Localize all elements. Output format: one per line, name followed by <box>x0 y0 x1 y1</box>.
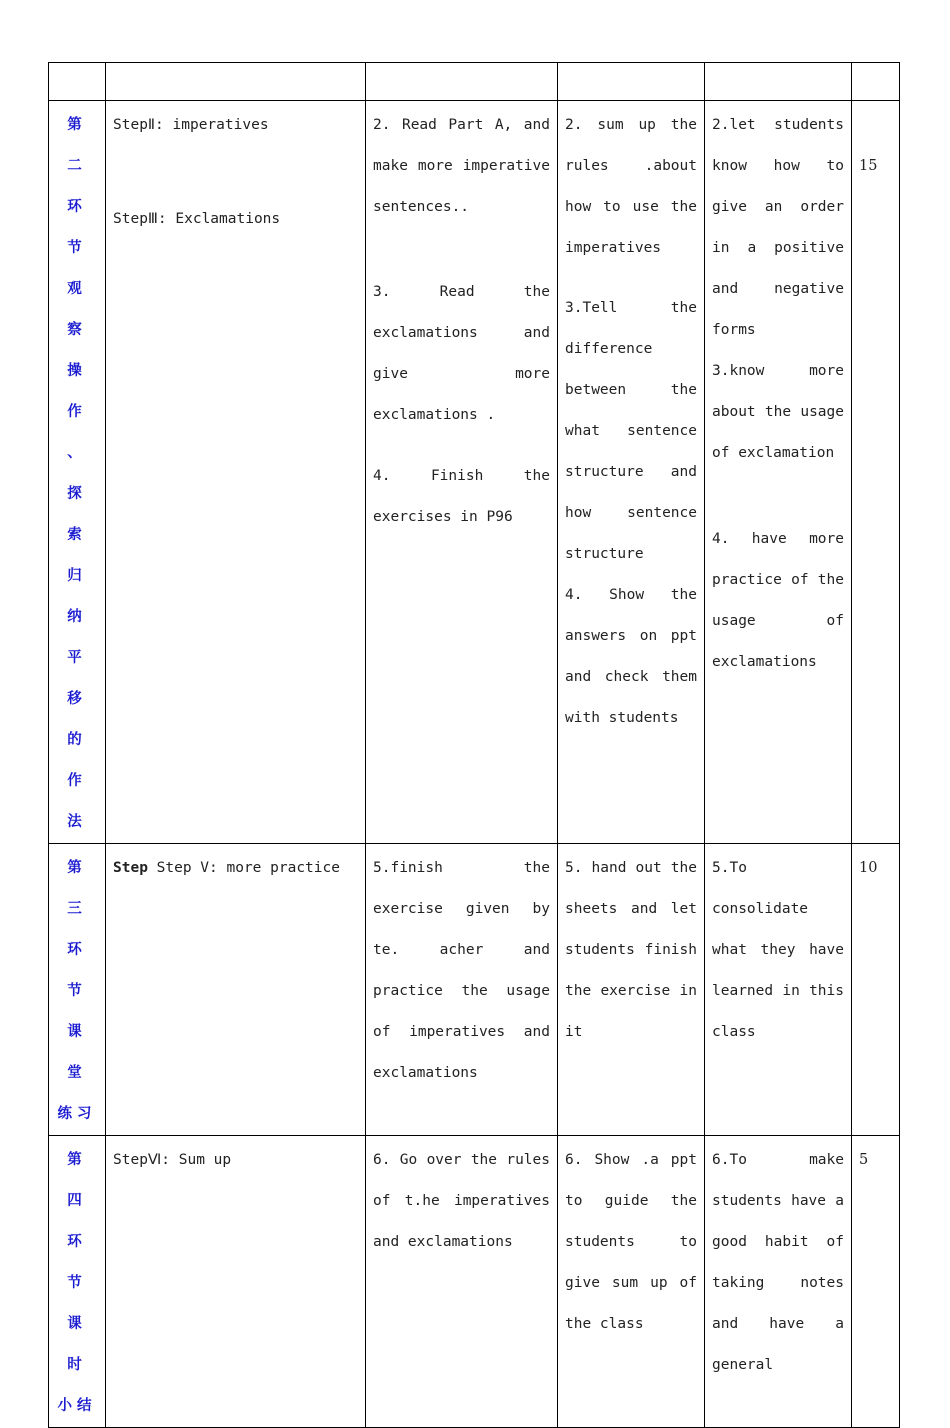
stage-line: 节 <box>67 240 87 256</box>
stage-line: 法 <box>67 814 87 830</box>
purpose-text: 6.To make students have a good habit of taking notes and have a general <box>712 1152 844 1373</box>
stage-line: 环 节 <box>67 942 87 999</box>
teacher-activity-cell <box>366 844 558 1136</box>
stage-line: 平 移 <box>67 650 87 707</box>
step-cell <box>106 1136 366 1428</box>
time-minutes: 10 <box>859 860 878 876</box>
student-activity: 2. sum up the rules .about how to use the imperatives <box>565 117 697 256</box>
stage-line: 课 时 <box>67 1316 87 1373</box>
stage-line: 第 三 <box>67 860 87 917</box>
teacher-activity: 3. Read the exclamations and give more exclamations . <box>373 284 550 423</box>
purpose-text: 2.let students know how to give an order in a positive and negative forms <box>712 117 844 338</box>
step-cell <box>106 101 366 844</box>
purpose-cell <box>705 101 852 844</box>
student-activity: 3.Tell the difference between the what sentence structure and how sentence structure <box>565 300 697 562</box>
stage-line: 探 索 <box>67 486 87 543</box>
stage-line: 第 <box>67 117 87 133</box>
lesson-plan-table <box>48 62 900 1428</box>
teacher-activity-cell <box>366 1136 558 1428</box>
teacher-activity: 5.finish the exercise given by te. acher and practice the usage of imperatives and exclamations <box>373 860 550 1081</box>
step-bold-label: Step <box>113 860 148 876</box>
step-title: StepⅥ: Sum up <box>113 1152 232 1168</box>
cell-empty <box>852 63 900 101</box>
step-title: StepⅡ: imperatives <box>113 117 269 133</box>
purpose-cell <box>705 844 852 1136</box>
stage-line: 第 四 <box>67 1152 87 1209</box>
stage-line: 练习 <box>57 1106 97 1122</box>
table-row <box>49 101 900 844</box>
step-text: Step V: more practice <box>147 860 340 876</box>
teacher-activity: 2. Read Part A, and make more imperative sentences.. <box>373 117 550 215</box>
student-activity: 5. hand out the sheets and let students finish the exercise in it <box>565 860 697 1040</box>
stage-line: 观 察 <box>67 281 87 338</box>
purpose-text: 4. have more practice of the usage of exclamations <box>712 531 844 670</box>
student-activity-cell <box>558 1136 705 1428</box>
student-activity: 4. Show the answers on ppt and check them with students <box>565 587 697 726</box>
stage-label <box>49 101 106 844</box>
time-minutes: 5 <box>859 1152 869 1168</box>
table-row <box>49 844 900 1136</box>
cell-empty <box>49 63 106 101</box>
time-cell <box>852 844 900 1136</box>
stage-line: 操 <box>67 363 87 379</box>
student-activity-cell <box>558 844 705 1136</box>
student-activity-cell <box>558 101 705 844</box>
cell-empty <box>558 63 705 101</box>
step-title: StepⅢ: Exclamations <box>113 211 281 227</box>
stage-line: 小结 <box>57 1398 97 1414</box>
purpose-text: 5.To consolidate what they have learned in this class <box>712 860 844 1040</box>
stage-line: 归 纳 <box>67 568 87 625</box>
time-minutes: 15 <box>859 158 878 174</box>
step-title <box>113 848 358 889</box>
time-cell <box>852 101 900 844</box>
stage-line: 环 节 <box>67 1234 87 1291</box>
cell-empty <box>366 63 558 101</box>
student-activity: 6. Show .a ppt to guide the students to give sum up of the class <box>565 1152 697 1332</box>
stage-line: 的 作 <box>67 732 87 789</box>
stage-line: 二 环 <box>67 158 87 215</box>
teacher-activity-cell <box>366 101 558 844</box>
purpose-text: 3.know more about the usage of exclamation <box>712 363 844 461</box>
purpose-cell <box>705 1136 852 1428</box>
stage-line: 课 堂 <box>67 1024 87 1081</box>
stage-line: 作 、 <box>67 404 87 461</box>
step-cell <box>106 844 366 1136</box>
cell-empty <box>705 63 852 101</box>
stage-label <box>49 844 106 1136</box>
time-cell <box>852 1136 900 1428</box>
teacher-activity: 4. Finish the exercises in P96 <box>373 468 550 525</box>
stage-label <box>49 1136 106 1428</box>
teacher-activity: 6. Go over the rules of t.he imperatives and exclamations <box>373 1152 550 1250</box>
table-row <box>49 1136 900 1428</box>
table-header-row <box>49 63 900 101</box>
cell-empty <box>106 63 366 101</box>
